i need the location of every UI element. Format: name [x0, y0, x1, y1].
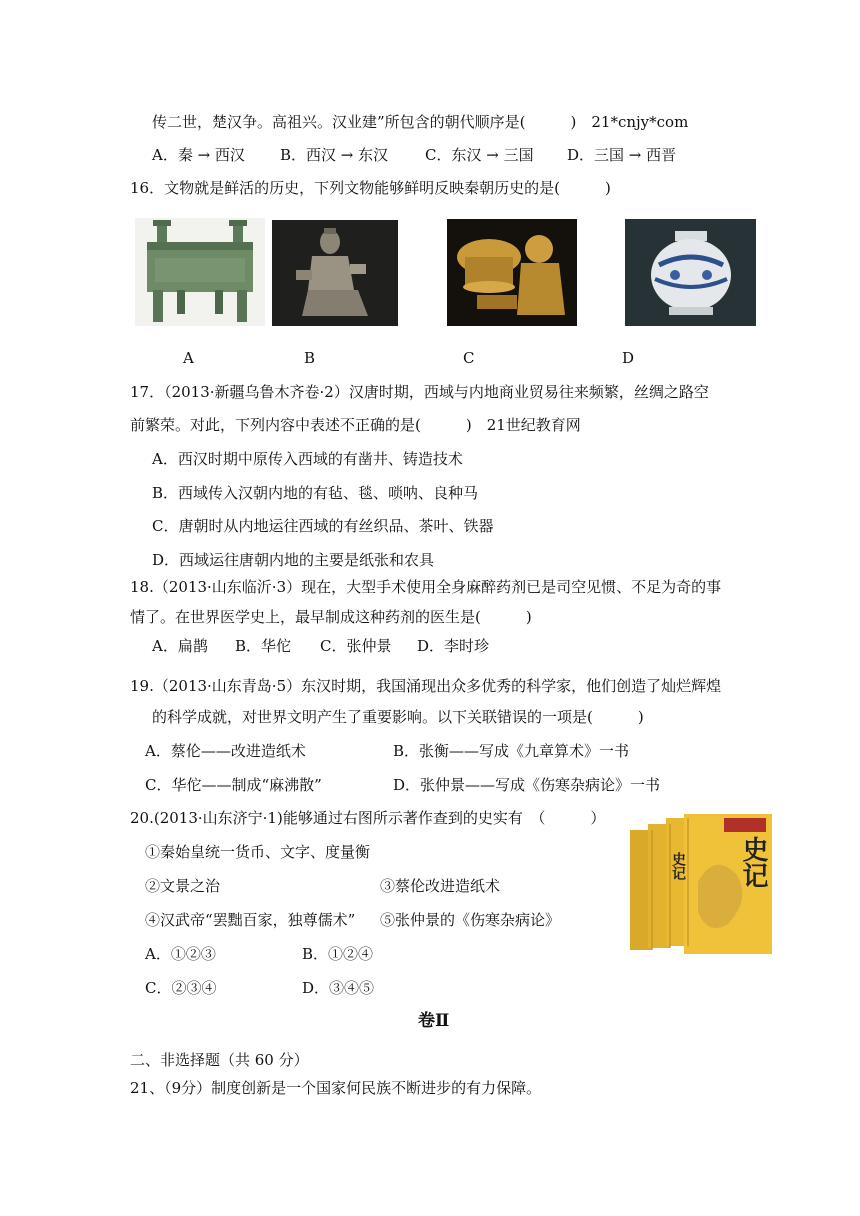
q19-option-d: D．张仲景——写成《伤寒杂病论》一书	[393, 776, 661, 794]
q17-option-b: B．西域传入汉朝内地的有毡、毯、唢呐、良种马	[152, 484, 479, 502]
q20-item-1: ①秦始皇统一货币、文字、度量衡	[145, 843, 371, 861]
q18-stem-line1: 18.（2013·山东临沂·3）现在，大型手术使用全身麻醉药剂已是司空见惯、不足为奇的事	[130, 578, 722, 596]
q17-stem-line2: 前繁荣。对此，下列内容中表述不正确的是( ) 21世纪教育网	[130, 416, 581, 434]
q15-option-b: B．西汉 → 东汉	[280, 146, 389, 164]
q19-option-a: A．蔡伦——改进造纸术	[145, 742, 306, 760]
q18-option-b: B．华佗	[235, 637, 292, 655]
part-heading: 二、非选择题（共 60 分）	[130, 1051, 309, 1069]
q18-option-d: D．李时珍	[417, 637, 490, 655]
q18-stem-line2: 情了。在世界医学史上，最早制成这种药剂的医生是( )	[130, 608, 532, 626]
q20-option-d: D．③④⑤	[302, 979, 375, 997]
book-spine-title: 史记	[670, 852, 686, 880]
q20-item-2: ②文景之治	[145, 877, 221, 895]
q16-label-d: D	[622, 349, 635, 367]
q15-option-c: C．东汉 → 三国	[425, 146, 534, 164]
q19-stem-line1: 19.（2013·山东青岛·5）东汉时期，我国涌现出众多优秀的科学家，他们创造了灿烂辉煌	[130, 677, 722, 695]
q19-stem-line2: 的科学成就，对世界文明产生了重要影响。以下关联错误的一项是( )	[152, 708, 644, 726]
q18-option-a: A．扁鹊	[152, 637, 208, 655]
q19-option-b: B．张衡——写成《九章算术》一书	[393, 742, 630, 760]
q20-option-b: B．①②④	[302, 945, 374, 963]
q15-option-d: D．三国 → 西晋	[567, 146, 677, 164]
q20-option-a: A．①②③	[145, 945, 216, 963]
terracotta-warrior-image	[272, 220, 398, 326]
q16-label-a: A	[183, 349, 194, 367]
q20-option-c: C．②③④	[145, 979, 217, 997]
blue-white-porcelain-image	[625, 219, 756, 326]
q16-stem: 16．文物就是鲜活的历史，下列文物能够鲜明反映秦朝历史的是( )	[130, 179, 611, 197]
q19-option-c: C．华佗——制成“麻沸散”	[145, 776, 322, 794]
q17-option-c: C．唐朝时从内地运往西域的有丝织品、茶叶、铁器	[152, 517, 494, 535]
q20-item-3: ③蔡伦改进造纸术	[380, 877, 501, 895]
q16-label-b: B	[304, 349, 316, 367]
q20-item-5: ⑤张仲景的《伤寒杂病论》	[380, 911, 561, 929]
q17-option-d: D．西域运往唐朝内地的主要是纸张和农具	[152, 551, 435, 569]
section-title: 卷Ⅱ	[418, 1011, 450, 1031]
q18-option-c: C．张仲景	[320, 637, 392, 655]
book-cover-title: 史记	[738, 836, 768, 888]
gilded-lamp-image	[447, 219, 577, 326]
q17-option-a: A．西汉时期中原传入西域的有凿井、铸造技术	[152, 450, 463, 468]
q20-item-4: ④汉武帝“罢黜百家，独尊儒术”	[145, 911, 356, 929]
q20-stem: 20.(2013·山东济宁·1)能够通过右图所示著作查到的史实有 （ ）	[130, 809, 606, 827]
bronze-ding-image	[135, 218, 265, 326]
q17-stem-line1: 17．（2013·新疆乌鲁木齐卷·2）汉唐时期，西域与内地商业贸易往来频繁，丝绸之路空	[130, 383, 709, 401]
q16-label-c: C	[463, 349, 475, 367]
shiji-book-set-image	[628, 812, 774, 958]
q21-stem: 21、（9分）制度创新是一个国家何民族不断进步的有力保障。	[130, 1079, 542, 1097]
q15-stem-continuation: 传二世，楚汉争。高祖兴。汉业建”所包含的朝代顺序是( ) 21*cnjy*com	[152, 113, 689, 131]
q15-option-a: A．秦 → 西汉	[152, 146, 245, 164]
